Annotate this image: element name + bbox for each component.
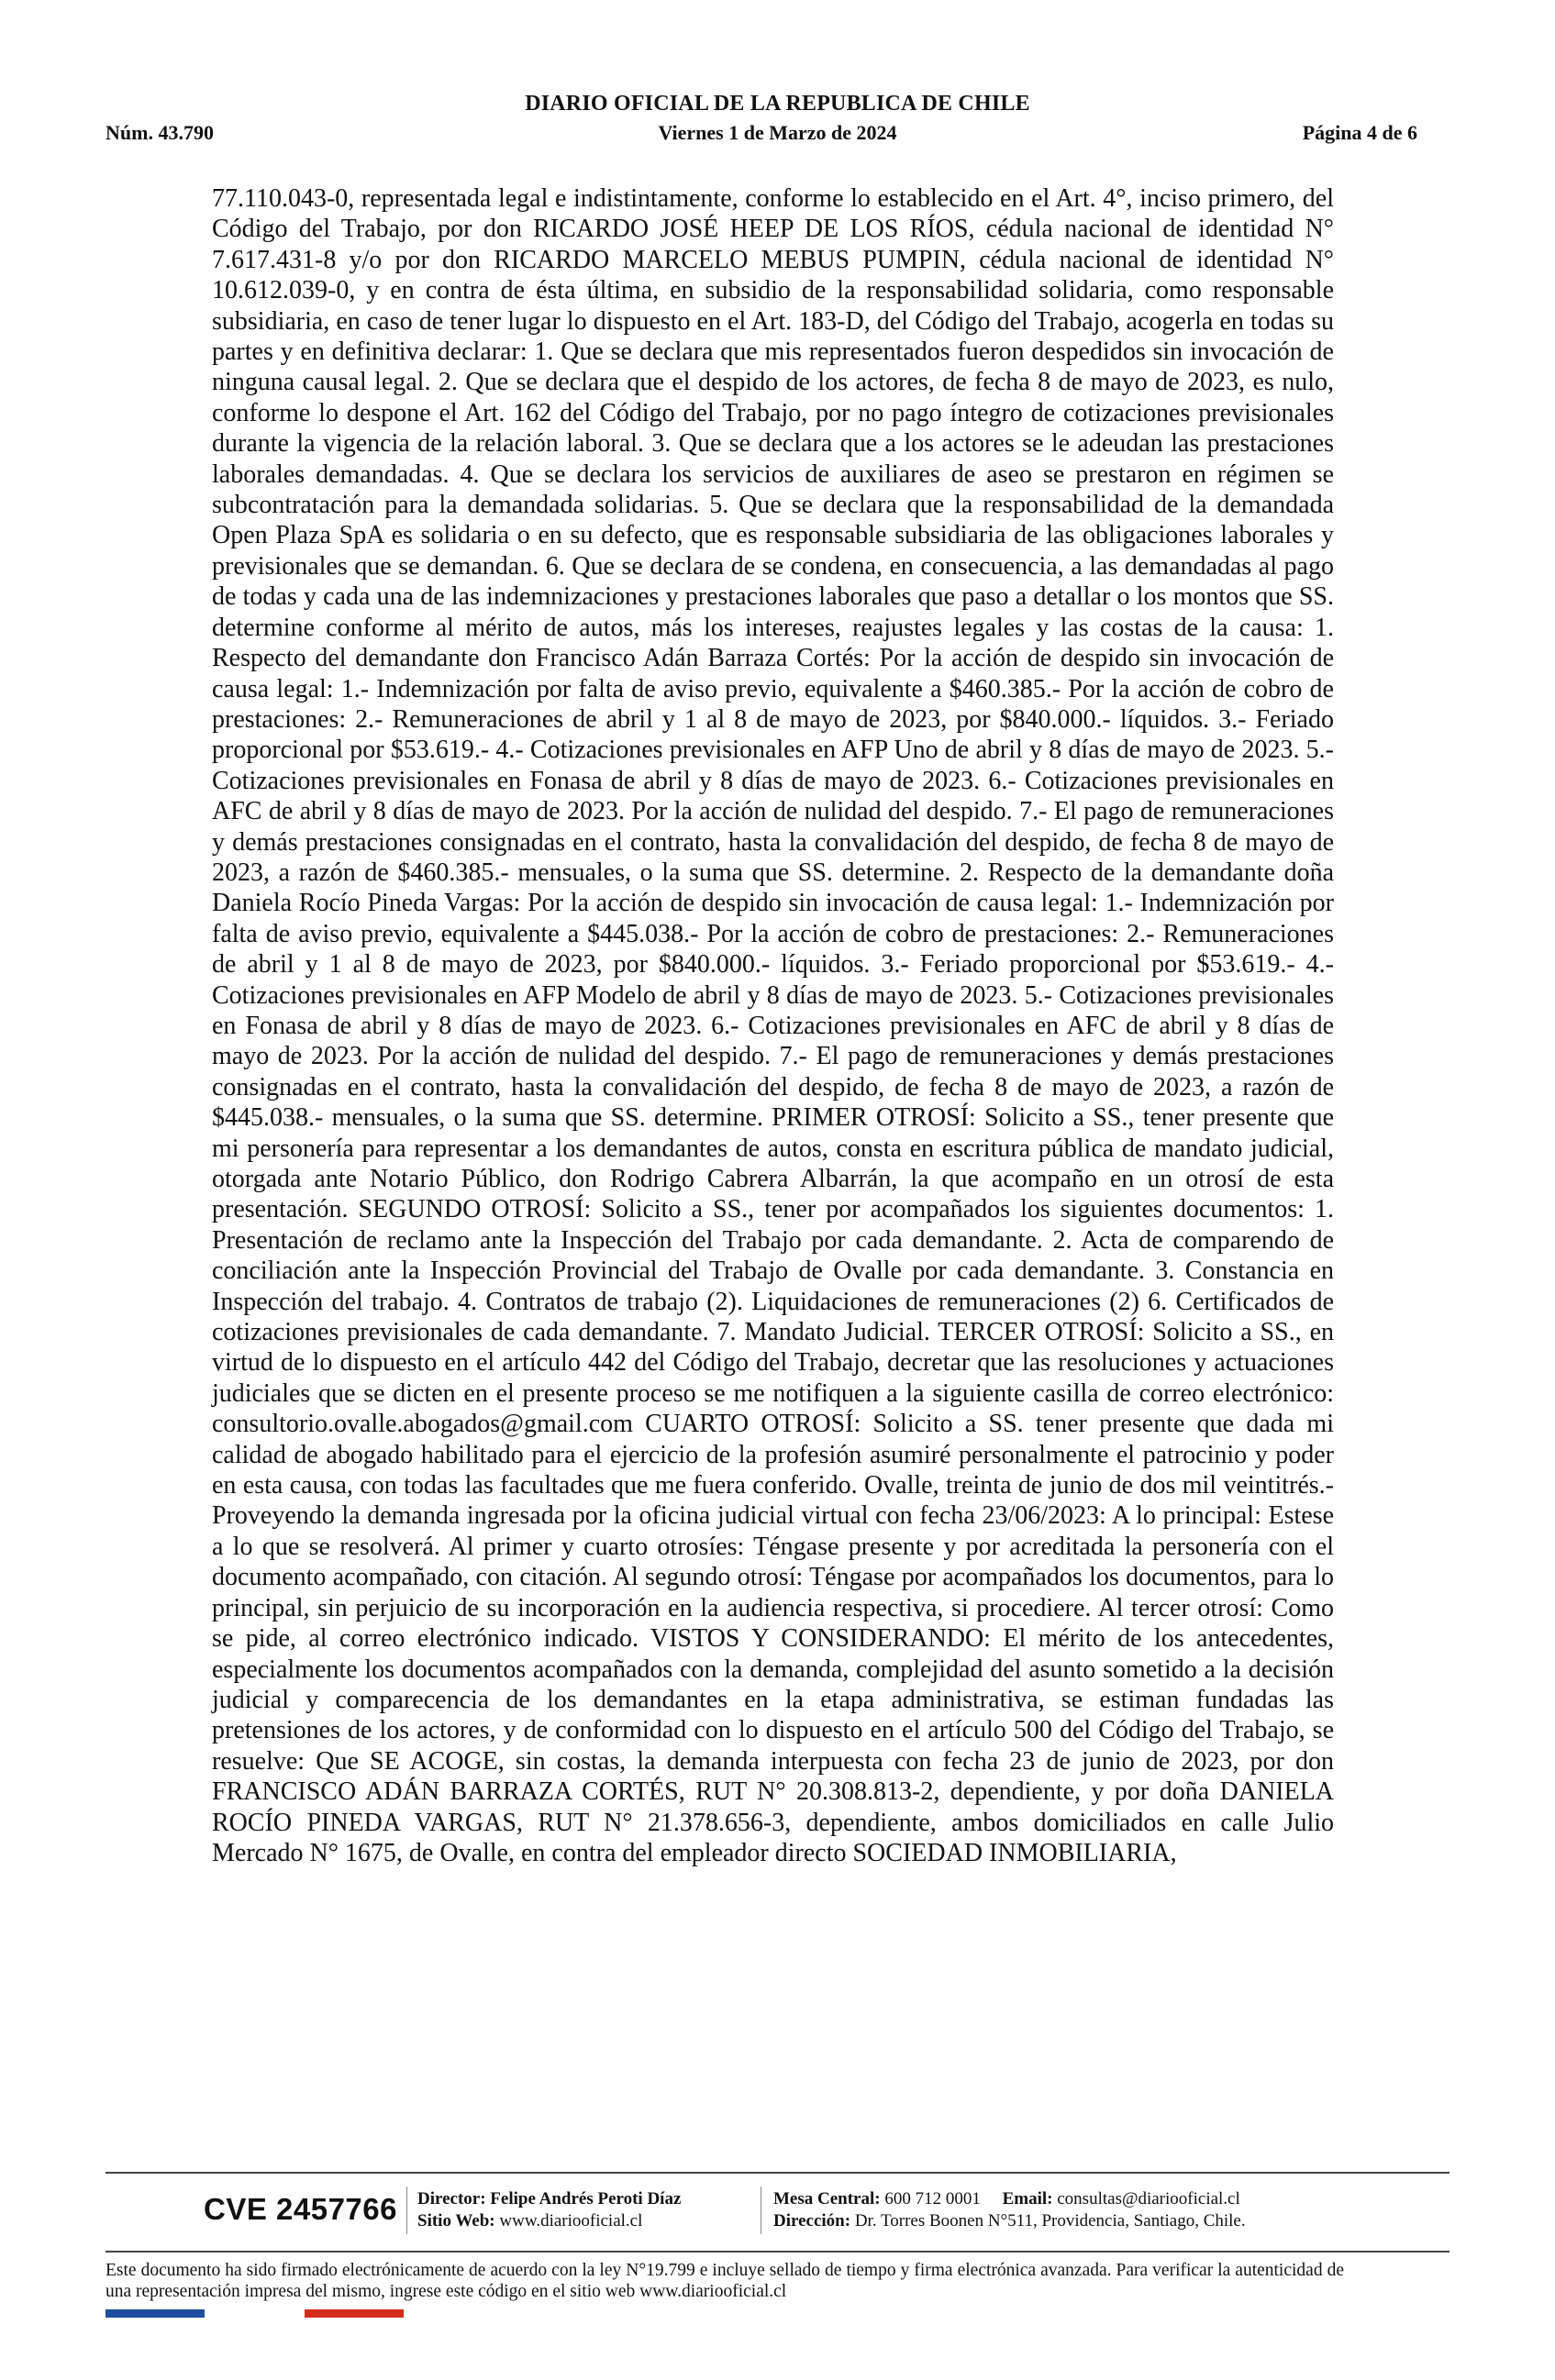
address-text: Dr. Torres Boonen N°511, Providencia, Santiago, Chile. bbox=[854, 2211, 1246, 2231]
website-label: Sitio Web: bbox=[417, 2211, 495, 2231]
flag-red-segment bbox=[305, 2309, 404, 2318]
issue-date: Viernes 1 de Marzo de 2024 bbox=[658, 121, 897, 144]
cve-code: CVE 2457766 bbox=[204, 2192, 397, 2226]
issue-number: Núm. 43.790 bbox=[106, 121, 214, 144]
phone-number: 600 712 0001 bbox=[884, 2189, 981, 2208]
footer-divider bbox=[406, 2186, 407, 2234]
director-block bbox=[417, 2188, 681, 2232]
body-paragraph: 77.110.043-0, representada legal e indistintamente, conforme lo establecido en el Art. 4°, inciso primero, del Código del Trabajo, por don RICARDO JOSÉ HEEP DE LOS RÍOS, cédula nacional de identidad N° 7.617.431-8 y/o por don RICARDO MARCELO MEBUS PUMPIN, cédula nacional de identidad N° 10.612.039-0, y en contra de ésta última, en subsidio de la responsabilidad solidaria, como responsable subsidiaria, en caso de tener lugar lo dispuesto en el Art. 183-D, del Código del Trabajo, acogerla en todas su partes y en definitiva declarar: 1. Que se declara que mis representados fueron despedidos sin invocación de ninguna causal legal. 2. Que se declara que el despido de los actores, de fecha 8 de mayo de 2023, es nulo, conforme lo despone el Art. 162 del Código del Trabajo, por no pago íntegro de cotizaciones previsionales durante la vigencia de la relación laboral. 3. Que se declara que a los actores se le adeudan las prestaciones laborales demandadas. 4. Que se declara los servicios de auxiliares de aseo se prestaron en régimen se subcontratación para la demandada solidarias. 5. Que se declara que la responsabilidad de la demandada Open Plaza SpA es solidaria o en su defecto, que es responsable subsidiaria de las obligaciones laborales y previsionales que se demandan. 6. Que se declara de se condena, en consecuencia, a las demandadas al pago de todas y cada una de las indemnizaciones y prestaciones laborales que paso a detallar o los montos que SS. determine conforme al mérito de autos, más los intereses, reajustes legales y las costas de la causa: 1. Respecto del demandante don Francisco Adán Barraza Cortés: Por la acción de despido sin invocación de causa legal: 1.- Indemnización por falta de aviso previo, equivalente a $460.385.- Por la acción de cobro de prestaciones: 2.- Remuneraciones de abril y 1 al 8 de mayo de 2023, por $840.000.- líquidos. 3.- Feriado proporcional por $53.619.- 4.- Cotizaciones previsionales en AFP Uno de abril y 8 días de mayo de 2023. 5.- Cotizaciones previsionales en Fonasa de abril y 8 días de mayo de 2023. 6.- Cotizaciones previsionales en AFC de abril y 8 días de mayo de 2023. Por la acción de nulidad del despido. 7.- El pago de remuneraciones y demás prestaciones consignadas en el contrato, hasta la convalidación del despido, de fecha 8 de mayo de 2023, a razón de $460.385.- mensuales, o la suma que SS. determine. 2. Respecto de la demandante doña Daniela Rocío Pineda Vargas: Por la acción de despido sin invocación de causa legal: 1.- Indemnización por falta de aviso previo, equivalente a $445.038.- Por la acción de cobro de prestaciones: 2.- Remuneraciones de abril y 1 al 8 de mayo de 2023, por $840.000.- líquidos. 3.- Feriado proporcional por $53.619.- 4.- Cotizaciones previsionales en AFP Modelo de abril y 8 días de mayo de 2023. 5.- Cotizaciones previsionales en Fonasa de abril y 8 días de mayo de 2023. 6.- Cotizaciones previsionales en AFC de abril y 8 días de mayo de 2023. Por la acción de nulidad del despido. 7.- El pago de remuneraciones y demás prestaciones consignadas en el contrato, hasta la convalidación del despido, de fecha 8 de mayo de 2023, a razón de $445.038.- mensuales, o la suma que SS. determine. PRIMER OTROSÍ: Solicito a SS., tener presente que mi personería para representar a los demandantes de autos, consta en escritura pública de mandato judicial, otorgada ante Notario Público, don Rodrigo Cabrera Albarrán, la que acompaño en un otrosí de esta presentación. SEGUNDO OTROSÍ: Solicito a SS., tener por acompañados los siguientes documentos: 1. Presentación de reclamo ante la Inspección del Trabajo por cada demandante. 2. Acta de comparendo de conciliación ante la Inspección Provincial del Trabajo de Ovalle por cada demandante. 3. Constancia en Inspección del trabajo. 4. Contratos de trabajo (2). Liquidaciones de remuneraciones (2) 6. Certificados de cotizaciones previsionales de cada demandante. 7. Mandato Judicial. TERCER OTROSÍ: Solicito a SS., en virtud de lo dispuesto en el artículo 442 del Código del Trabajo, decretar que las resoluciones y actuaciones judiciales que se dicten en el presente proceso se me notifiquen a la siguiente casilla de correo electrónico: consultorio.ovalle.abogados@gmail.com CUARTO OTROSÍ: Solicito a SS. tener presente que dada mi calidad de abogado habilitado para el ejercicio de la profesión asumiré personalmente el patrocinio y poder en esta causa, con todas las facultades que me fuera conferido. Ovalle, treinta de junio de dos mil veintitrés.- Proveyendo la demanda ingresada por la oficina judicial virtual con fecha 23/06/2023: A lo principal: Estese a lo que se resolverá. Al primer y cuarto otrosíes: Téngase presente y por acreditada la personería con el documento acompañado, con citación. Al segundo otrosí: Téngase por acompañados los documentos, para lo principal, sin perjuicio de su incorporación en la audiencia respectiva, si procediere. Al tercer otrosí: Como se pide, al correo electrónico indicado. VISTOS Y CONSIDERANDO: El mérito de los antecedentes, especialmente los documentos acompañados con la demanda, complejidad del asunto sometido a la decisión judicial y comparecencia de los demandantes en la etapa administrativa, se estiman fundadas las pretensiones de los actores, y de conformidad con lo dispuesto en el artículo 500 del Código del Trabajo, se resuelve: Que SE ACOGE, sin costas, la demanda interpuesta con fecha 23 de junio de 2023, por don FRANCISCO ADÁN BARRAZA CORTÉS, RUT N° 20.308.813-2, dependiente, y por doña DANIELA ROCÍO PINEDA VARGAS, RUT N° 21.378.656-3, dependiente, ambos domiciliados en calle Julio Mercado N° 1675, de Ovalle, en contra del empleador directo SOCIEDAD INMOBILIARIA, bbox=[212, 184, 1334, 1867]
flag-stripe bbox=[106, 2309, 404, 2318]
legal-notice-text: Este documento ha sido firmado electrónicamente de acuerdo con la ley N°19.799 e incluye sellado de tiempo y firma electrónica avanzada. Para verificar la autenticidad de una representación impresa del mismo, ingrese este código en el sitio web www.diariooficial.cl bbox=[106, 2261, 1344, 2301]
website-link[interactable]: www.diariooficial.cl bbox=[499, 2211, 643, 2231]
publication-title: DIARIO OFICIAL DE LA REPUBLICA DE CHILE bbox=[525, 92, 1030, 116]
page-header bbox=[0, 0, 1555, 165]
contact-block bbox=[773, 2188, 1246, 2232]
director-label: Director: bbox=[417, 2189, 486, 2208]
director-name: Felipe Andrés Peroti Díaz bbox=[490, 2189, 682, 2208]
email-label: Email: bbox=[1002, 2189, 1053, 2208]
footer-mid-rule bbox=[106, 2251, 1449, 2253]
email-link[interactable]: consultas@diariooficial.cl bbox=[1057, 2189, 1240, 2208]
flag-white-segment bbox=[205, 2309, 304, 2318]
page-number: Página 4 de 6 bbox=[1302, 121, 1417, 144]
address-label: Dirección: bbox=[773, 2211, 851, 2231]
footer-top-rule bbox=[106, 2172, 1449, 2174]
document-body bbox=[212, 183, 1334, 1868]
phone-label: Mesa Central: bbox=[773, 2189, 881, 2208]
legal-notice bbox=[106, 2260, 1344, 2302]
flag-blue-segment bbox=[106, 2309, 205, 2318]
